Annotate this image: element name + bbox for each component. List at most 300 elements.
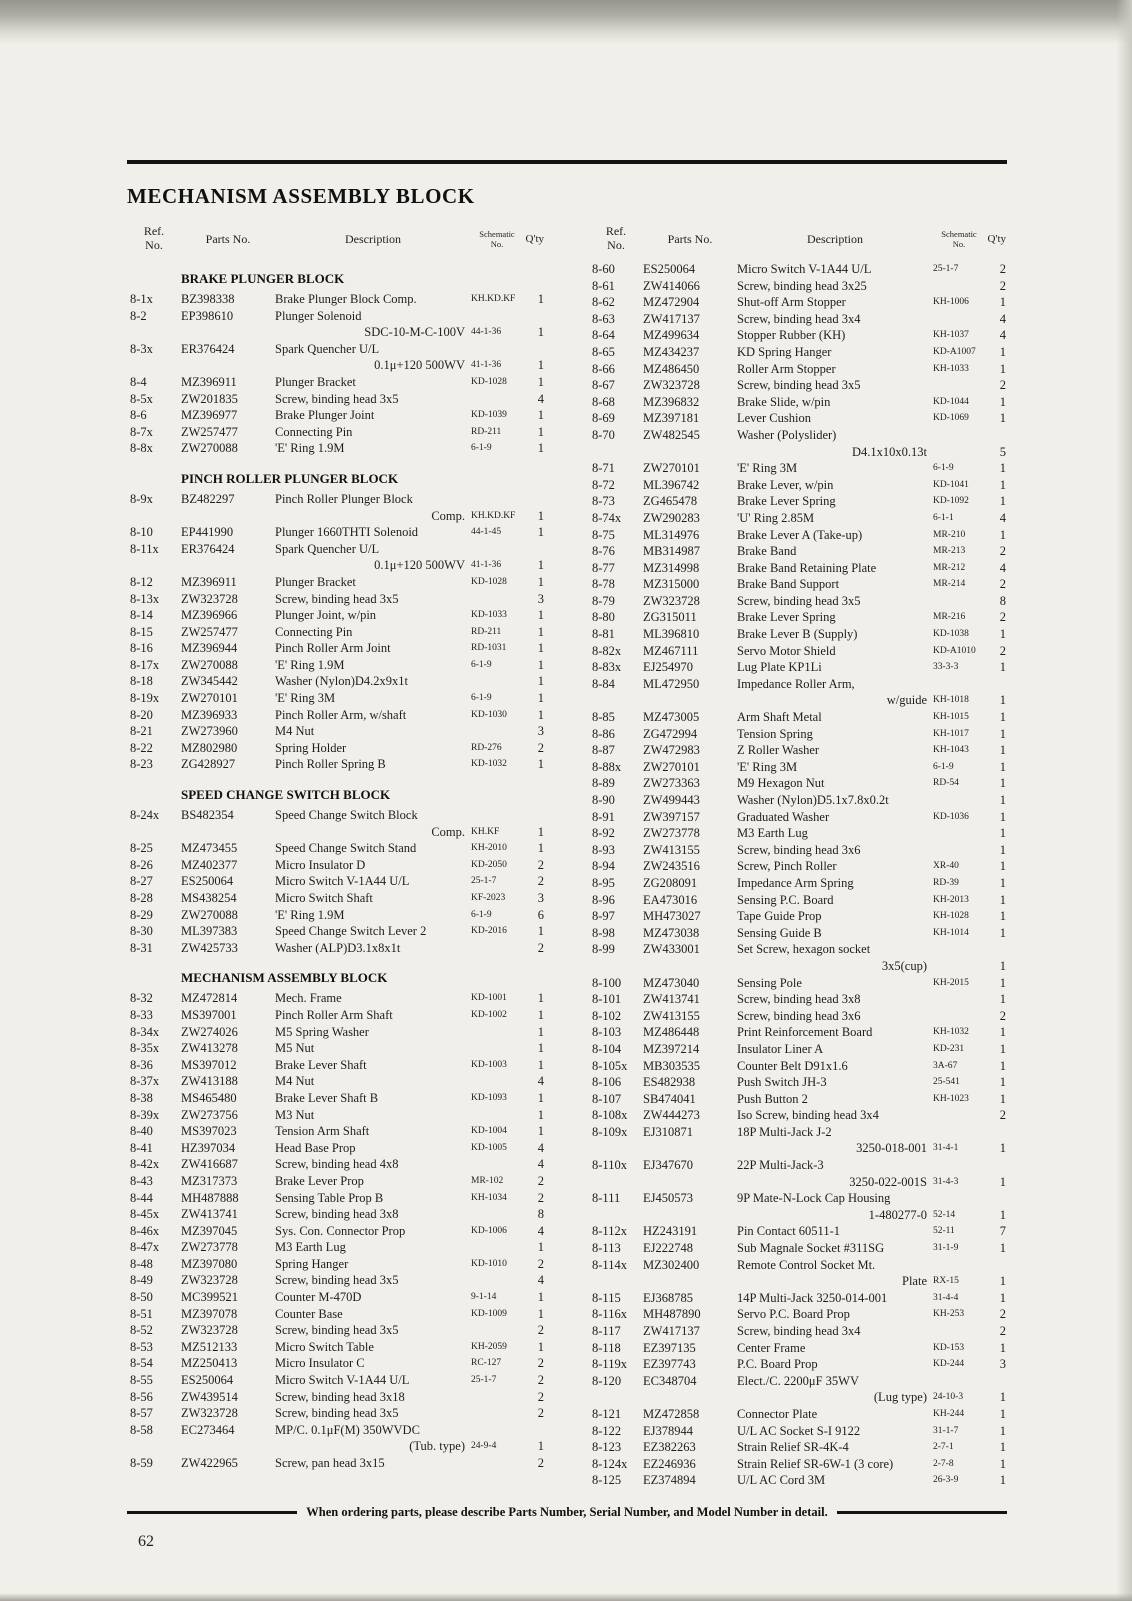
cell-parts-no xyxy=(181,357,275,374)
table-row xyxy=(127,1073,544,1090)
cell-parts-no: SB474041 xyxy=(643,1091,696,1106)
cell-parts-no: ZW270088 xyxy=(181,441,238,456)
cell-qty: 1 xyxy=(537,624,544,639)
cell-parts-no xyxy=(643,444,737,461)
table-row xyxy=(589,875,1006,892)
cell-description: Remote Control Socket Mt. xyxy=(737,1257,876,1272)
cell-parts-no: EZ397743 xyxy=(643,1357,696,1372)
cell-schematic-no: 24-10-3 xyxy=(933,1392,964,1403)
cell-description: Impedance Roller Arm, xyxy=(737,676,855,691)
cell-parts-no xyxy=(181,1438,275,1455)
cell-ref-no: 8-17x xyxy=(130,657,160,672)
cell-parts-no: ZW323728 xyxy=(181,1406,238,1421)
cell-description: 'E' Ring 3M xyxy=(737,759,798,774)
cell-ref-no: 8-63 xyxy=(592,311,615,326)
cell-ref-no: 8-1x xyxy=(130,292,153,306)
cell-qty: 8 xyxy=(999,593,1006,608)
cell-description: Strain Relief SR-4K-4 xyxy=(737,1440,849,1455)
cell-qty: 1 xyxy=(999,1340,1006,1355)
cell-qty: 1 xyxy=(537,1240,544,1255)
cell-qty: 1 xyxy=(999,1440,1006,1455)
table-row xyxy=(589,444,1006,461)
cell-ref-no: 8-99 xyxy=(592,942,615,957)
cell-parts-no: ZW444273 xyxy=(643,1108,700,1123)
cell-description: Roller Arm Stopper xyxy=(737,361,836,376)
cell-description: Brake Lever B (Supply) xyxy=(737,627,858,642)
cell-ref-no: 8-53 xyxy=(130,1339,153,1354)
cell-qty: 3 xyxy=(537,724,544,739)
cell-parts-no: ML472950 xyxy=(643,676,700,691)
cell-ref-no: 8-125 xyxy=(592,1473,622,1488)
cell-schematic-no: 52-14 xyxy=(933,1209,956,1220)
cell-parts-no: ZW499443 xyxy=(643,793,700,807)
table-row xyxy=(589,1058,1006,1075)
cell-schematic-no xyxy=(471,1322,523,1339)
cell-ref-no xyxy=(127,357,181,374)
cell-parts-no: EJ254970 xyxy=(643,660,693,675)
cell-parts-no: MZ397078 xyxy=(181,1306,238,1321)
cell-description: Lever Cushion xyxy=(737,411,811,426)
cell-parts-no: MZ802980 xyxy=(181,740,238,755)
cell-description: Sensing Table Prop B xyxy=(275,1190,384,1205)
header-parts-no: Parts No. xyxy=(667,231,713,246)
cell-parts-no: ZW270101 xyxy=(643,759,700,774)
cell-ref-no: 8-23 xyxy=(130,757,153,772)
cell-qty: 1 xyxy=(999,992,1006,1007)
cell-qty: 2 xyxy=(999,610,1006,625)
cell-qty: 1 xyxy=(537,574,544,589)
cell-ref-no: 8-101 xyxy=(592,992,622,1007)
cell-qty: 2 xyxy=(537,940,544,955)
cell-qty: 1 xyxy=(999,875,1006,890)
table-row xyxy=(589,560,1006,577)
header-sch-line2: No. xyxy=(490,239,504,249)
cell-qty: 4 xyxy=(537,1157,544,1172)
table-row xyxy=(127,756,544,773)
cell-schematic-no xyxy=(933,427,985,444)
cell-parts-no: ES250064 xyxy=(181,1373,234,1388)
table-row xyxy=(127,440,544,457)
cell-parts-no: BZ482297 xyxy=(181,491,235,506)
table-row xyxy=(589,527,1006,544)
cell-ref-no: 8-123 xyxy=(592,1440,622,1455)
cell-description: 3250-022-001S xyxy=(849,1174,927,1189)
cell-parts-no: ZW274026 xyxy=(181,1024,238,1039)
cell-schematic-no: KD-1039 xyxy=(471,410,507,421)
cell-ref-no: 8-40 xyxy=(130,1124,153,1139)
table-row xyxy=(589,1373,1006,1390)
cell-schematic-no: KD-1092 xyxy=(933,496,969,507)
table-row xyxy=(589,311,1006,328)
cell-description: 'E' Ring 1.9M xyxy=(275,441,345,456)
cell-schematic-no xyxy=(471,1389,523,1406)
cell-ref-no: 8-55 xyxy=(130,1373,153,1388)
cell-qty: 1 xyxy=(999,809,1006,824)
cell-description: Spring Holder xyxy=(275,740,347,755)
cell-schematic-no xyxy=(933,278,985,295)
table-row xyxy=(127,524,544,541)
cell-ref-no: 8-31 xyxy=(130,940,153,955)
cell-schematic-no: KH.KD.KF xyxy=(471,294,516,304)
cell-description: Screw, binding head 3x18 xyxy=(275,1389,405,1404)
cell-qty: 2 xyxy=(537,1173,544,1188)
cell-ref-no: 8-3x xyxy=(130,341,153,356)
cell-parts-no: MZ397214 xyxy=(643,1041,700,1056)
cell-schematic-no xyxy=(933,958,985,975)
cell-qty: 5 xyxy=(999,444,1006,459)
cell-ref-no: 8-92 xyxy=(592,826,615,841)
cell-qty: 1 xyxy=(537,1339,544,1354)
cell-parts-no: ZW273756 xyxy=(181,1107,238,1122)
cell-qty: 2 xyxy=(537,1406,544,1421)
cell-schematic-no: 44-1-45 xyxy=(471,527,502,538)
table-row xyxy=(589,1024,1006,1041)
cell-schematic-no: 6-1-9 xyxy=(933,463,954,474)
cell-qty: 1 xyxy=(537,558,544,573)
cell-description: Stopper Rubber (KH) xyxy=(737,328,846,343)
cell-description: Brake Band Support xyxy=(737,577,840,592)
cell-parts-no: ZW270101 xyxy=(643,461,700,476)
table-row xyxy=(127,291,544,308)
cell-qty: 1 xyxy=(537,1007,544,1022)
table-row xyxy=(127,407,544,424)
cell-qty: 1 xyxy=(537,525,544,540)
cell-ref-no: 8-88x xyxy=(592,759,622,774)
cell-ref-no: 8-6 xyxy=(130,408,147,423)
table-row xyxy=(127,1123,544,1140)
cell-parts-no: BZ398338 xyxy=(181,292,235,306)
cell-parts-no: MZ396977 xyxy=(181,408,238,423)
table-row xyxy=(589,809,1006,826)
cell-qty: 1 xyxy=(999,394,1006,409)
cell-parts-no: BS482354 xyxy=(181,808,234,823)
cell-ref-no: 8-43 xyxy=(130,1173,153,1188)
table-row xyxy=(127,341,544,358)
cell-ref-no: 8-105x xyxy=(592,1058,628,1073)
table-row xyxy=(127,657,544,674)
cell-ref-no: 8-87 xyxy=(592,743,615,758)
table-row xyxy=(589,477,1006,494)
table-row xyxy=(127,574,544,591)
cell-description: U/L AC Socket S-I 9122 xyxy=(737,1423,861,1438)
cell-schematic-no: MR-210 xyxy=(933,529,966,540)
cell-schematic-no: KH-1017 xyxy=(933,728,969,739)
cell-ref-no: 8-57 xyxy=(130,1406,153,1421)
cell-schematic-no: 31-4-3 xyxy=(933,1176,959,1187)
cell-parts-no: ML396742 xyxy=(643,477,700,492)
table-row xyxy=(589,659,1006,676)
table-row xyxy=(127,1389,544,1406)
cell-description: Spark Quencher U/L xyxy=(275,341,380,356)
cell-qty xyxy=(523,807,544,824)
cell-parts-no: ZW397157 xyxy=(643,809,700,824)
cell-parts-no: ZW414066 xyxy=(643,278,700,293)
cell-description: 22P Multi-Jack-3 xyxy=(737,1158,824,1173)
cell-parts-no: MH487890 xyxy=(643,1307,701,1322)
cell-ref-no: 8-112x xyxy=(592,1224,627,1239)
cell-qty: 1 xyxy=(999,461,1006,476)
cell-qty: 4 xyxy=(537,391,544,406)
table-row xyxy=(589,709,1006,726)
cell-ref-no: 8-110x xyxy=(592,1158,627,1173)
cell-schematic-no: MR-214 xyxy=(933,579,966,590)
cell-description: Micro Switch Table xyxy=(275,1339,374,1354)
cell-description: Comp. xyxy=(431,824,465,839)
cell-ref-no: 8-44 xyxy=(130,1190,153,1205)
cell-qty: 4 xyxy=(537,1074,544,1089)
cell-qty: 1 xyxy=(537,841,544,856)
cell-ref-no: 8-69 xyxy=(592,411,615,426)
cell-qty: 1 xyxy=(999,958,1006,973)
table-row xyxy=(589,1140,1006,1157)
cell-qty: 1 xyxy=(999,892,1006,907)
cell-description: Micro Switch Shaft xyxy=(275,891,373,905)
cell-parts-no: MC399521 xyxy=(181,1290,238,1305)
cell-ref-no: 8-20 xyxy=(130,707,153,722)
cell-description: Comp. xyxy=(431,508,465,523)
table-row xyxy=(589,1174,1006,1191)
cell-schematic-no: 25-1-7 xyxy=(471,1375,497,1386)
cell-qty: 1 xyxy=(537,924,544,939)
table-row xyxy=(589,609,1006,626)
cell-description: Graduated Washer xyxy=(737,809,830,824)
cell-description: Connecting Pin xyxy=(275,424,353,439)
cell-qty xyxy=(985,1373,1006,1390)
cell-ref-no xyxy=(589,692,643,709)
cell-parts-no: MZ467111 xyxy=(643,643,699,658)
cell-schematic-no: KD-1038 xyxy=(933,629,969,640)
cell-schematic-no: RD-39 xyxy=(933,877,959,888)
cell-description: Z Roller Washer xyxy=(737,743,820,758)
cell-qty xyxy=(985,427,1006,444)
cell-parts-no: ZW439514 xyxy=(181,1389,238,1404)
cell-schematic-no: KH.KD.KF xyxy=(471,510,516,521)
cell-schematic-no: 31-1-9 xyxy=(933,1243,959,1254)
cell-description: 0.1μ+120 500WV xyxy=(374,358,465,373)
cell-parts-no: ML314976 xyxy=(643,527,700,542)
cell-ref-no: 8-38 xyxy=(130,1090,153,1105)
cell-schematic-no xyxy=(933,377,985,394)
cell-qty: 1 xyxy=(999,1423,1006,1438)
table-row xyxy=(127,1306,544,1323)
cell-description: Sensing Guide B xyxy=(737,925,822,940)
ordering-note xyxy=(127,1505,1007,1520)
cell-qty: 2 xyxy=(999,278,1006,293)
cell-ref-no: 8-4 xyxy=(130,374,147,389)
cell-qty: 1 xyxy=(999,859,1006,874)
table-row xyxy=(127,1206,544,1223)
cell-qty: 8 xyxy=(537,1207,544,1222)
cell-schematic-no xyxy=(471,1024,523,1041)
table-row xyxy=(127,890,544,907)
cell-qty: 2 xyxy=(999,1307,1006,1322)
cell-description: 'E' Ring 1.9M xyxy=(275,907,345,922)
cell-description: 18P Multi-Jack J-2 xyxy=(737,1124,832,1139)
cell-ref-no: 8-28 xyxy=(130,891,153,905)
cell-parts-no: ZW472983 xyxy=(643,743,700,758)
cell-schematic-no: KD-1005 xyxy=(471,1142,507,1153)
scan-edge-top xyxy=(0,0,1132,44)
cell-parts-no: MZ397181 xyxy=(643,411,700,426)
table-row xyxy=(127,1024,544,1041)
table-row xyxy=(589,261,1006,278)
cell-ref-no: 8-107 xyxy=(592,1091,622,1106)
cell-schematic-no: KH-2013 xyxy=(933,894,969,905)
cell-qty: 1 xyxy=(537,1041,544,1056)
cell-schematic-no: KD-231 xyxy=(933,1043,965,1054)
cell-schematic-no: 9-1-14 xyxy=(471,1292,497,1303)
cell-description: Arm Shaft Metal xyxy=(737,710,822,725)
table-row xyxy=(127,557,544,574)
cell-schematic-no: 24-9-4 xyxy=(471,1441,497,1452)
cell-description: Speed Change Switch Lever 2 xyxy=(275,924,427,939)
cell-parts-no: HZ397034 xyxy=(181,1140,236,1155)
table-row xyxy=(127,591,544,608)
cell-description: Plunger Solenoid xyxy=(275,308,362,323)
table-row xyxy=(589,278,1006,295)
cell-schematic-no xyxy=(471,1422,523,1439)
cell-description: Set Screw, hexagon socket xyxy=(737,942,871,957)
cell-parts-no: MZ317373 xyxy=(181,1173,238,1188)
cell-schematic-no xyxy=(471,940,523,957)
cell-schematic-no xyxy=(471,1272,523,1289)
cell-parts-no xyxy=(643,692,737,709)
cell-ref-no: 8-39x xyxy=(130,1107,160,1122)
cell-description: 1-480277-0 xyxy=(868,1207,927,1222)
cell-ref-no: 8-102 xyxy=(592,1008,622,1023)
table-row xyxy=(589,892,1006,909)
table-row xyxy=(127,391,544,408)
cell-description: Plunger Joint, w/pin xyxy=(275,608,377,623)
cell-qty: 7 xyxy=(999,1224,1006,1239)
cell-ref-no: 8-115 xyxy=(592,1290,621,1305)
cell-ref-no: 8-118 xyxy=(592,1340,621,1355)
table-row xyxy=(589,510,1006,527)
section-heading: BRAKE PLUNGER BLOCK xyxy=(181,271,345,286)
cell-schematic-no: 2-7-8 xyxy=(933,1458,954,1469)
cell-qty: 1 xyxy=(999,1241,1006,1256)
cell-qty: 1 xyxy=(999,1041,1006,1056)
cell-parts-no: ZW413741 xyxy=(643,992,700,1007)
cell-schematic-no: KD-1004 xyxy=(471,1126,507,1137)
cell-parts-no: MZ314998 xyxy=(643,560,700,575)
table-row xyxy=(589,1340,1006,1357)
table-row xyxy=(127,1372,544,1389)
cell-ref-no: 8-19x xyxy=(130,691,160,706)
cell-ref-no xyxy=(589,1140,643,1157)
cell-parts-no: ER376424 xyxy=(181,341,235,356)
table-row xyxy=(127,923,544,940)
cell-qty: 1 xyxy=(999,793,1006,807)
cell-schematic-no: 31-4-4 xyxy=(933,1292,959,1303)
cell-schematic-no: 25-541 xyxy=(933,1077,960,1088)
table-row xyxy=(127,824,544,841)
cell-schematic-no xyxy=(471,1206,523,1223)
table-row xyxy=(127,1239,544,1256)
cell-qty xyxy=(985,676,1006,693)
cell-parts-no: MS397012 xyxy=(181,1057,237,1072)
cell-description: Screw, binding head 3x5 xyxy=(275,391,399,406)
cell-parts-no: EJ310871 xyxy=(643,1124,693,1139)
cell-description: Plunger 1660THTI Solenoid xyxy=(275,525,419,540)
table-row xyxy=(127,1057,544,1074)
cell-schematic-no: KD-2050 xyxy=(471,859,507,870)
cell-description: Insulator Liner A xyxy=(737,1041,824,1056)
table-row xyxy=(589,1423,1006,1440)
cell-description: Lug Plate KP1Li xyxy=(737,660,822,675)
cell-parts-no: ZW433001 xyxy=(643,942,700,957)
cell-description: (Tub. type) xyxy=(409,1439,465,1454)
cell-qty xyxy=(985,941,1006,958)
cell-qty: 1 xyxy=(537,1057,544,1072)
cell-parts-no: EP441990 xyxy=(181,525,234,540)
cell-ref-no: 8-79 xyxy=(592,593,615,608)
cell-qty: 4 xyxy=(999,560,1006,575)
cell-qty xyxy=(985,1257,1006,1274)
cell-schematic-no xyxy=(471,723,523,740)
table-row xyxy=(589,344,1006,361)
cell-description: Sensing Pole xyxy=(737,975,802,990)
cell-schematic-no xyxy=(471,491,523,508)
cell-ref-no xyxy=(127,508,181,525)
cell-qty: 1 xyxy=(537,1306,544,1321)
cell-qty: 2 xyxy=(999,1324,1006,1338)
cell-parts-no: ZW270088 xyxy=(181,657,238,672)
table-row xyxy=(589,576,1006,593)
cell-description: Sensing P.C. Board xyxy=(737,892,834,907)
cell-ref-no: 8-25 xyxy=(130,841,153,856)
cell-schematic-no: MR-212 xyxy=(933,562,966,573)
cell-qty: 1 xyxy=(537,608,544,623)
cell-description: M5 Spring Washer xyxy=(275,1024,369,1039)
cell-qty xyxy=(523,308,544,325)
cell-qty: 1 xyxy=(999,1075,1006,1090)
cell-description: 'E' Ring 1.9M xyxy=(275,657,345,672)
cell-parts-no: ZW243516 xyxy=(643,859,700,874)
cell-qty: 2 xyxy=(537,1256,544,1271)
cell-ref-no: 8-81 xyxy=(592,627,615,642)
cell-description: Brake Lever Spring xyxy=(737,610,836,625)
table-row xyxy=(127,1438,544,1455)
cell-schematic-no xyxy=(471,308,523,325)
table-row xyxy=(589,825,1006,842)
cell-parts-no: ML397383 xyxy=(181,924,238,939)
cell-parts-no: MS397001 xyxy=(181,1007,237,1022)
table-row xyxy=(589,1323,1006,1340)
cell-schematic-no: MR-213 xyxy=(933,546,966,557)
table-row xyxy=(589,1439,1006,1456)
header-sch-line1: Schematic xyxy=(941,228,977,239)
cell-description: Screw, binding head 3x5 xyxy=(275,1406,399,1421)
cell-parts-no: MH487888 xyxy=(181,1190,239,1205)
table-row xyxy=(589,676,1006,693)
cell-ref-no: 8-51 xyxy=(130,1306,153,1321)
cell-ref-no: 8-8x xyxy=(130,441,153,456)
cell-qty: 1 xyxy=(999,1141,1006,1156)
cell-description: Screw, binding head 3x5 xyxy=(275,1273,399,1288)
cell-qty: 1 xyxy=(999,1058,1006,1073)
header-sch-line1: Schematic xyxy=(479,228,515,239)
cell-schematic-no xyxy=(471,1239,523,1256)
cell-schematic-no: RX-15 xyxy=(933,1276,959,1287)
cell-schematic-no: RC-127 xyxy=(471,1358,502,1369)
cell-parts-no: ZG428927 xyxy=(181,757,236,772)
cell-parts-no: ZW422965 xyxy=(181,1456,238,1470)
table-row xyxy=(127,374,544,391)
cell-ref-no: 8-48 xyxy=(130,1256,153,1271)
cell-parts-no: MZ473040 xyxy=(643,975,700,990)
cell-description: Counter Base xyxy=(275,1306,343,1321)
